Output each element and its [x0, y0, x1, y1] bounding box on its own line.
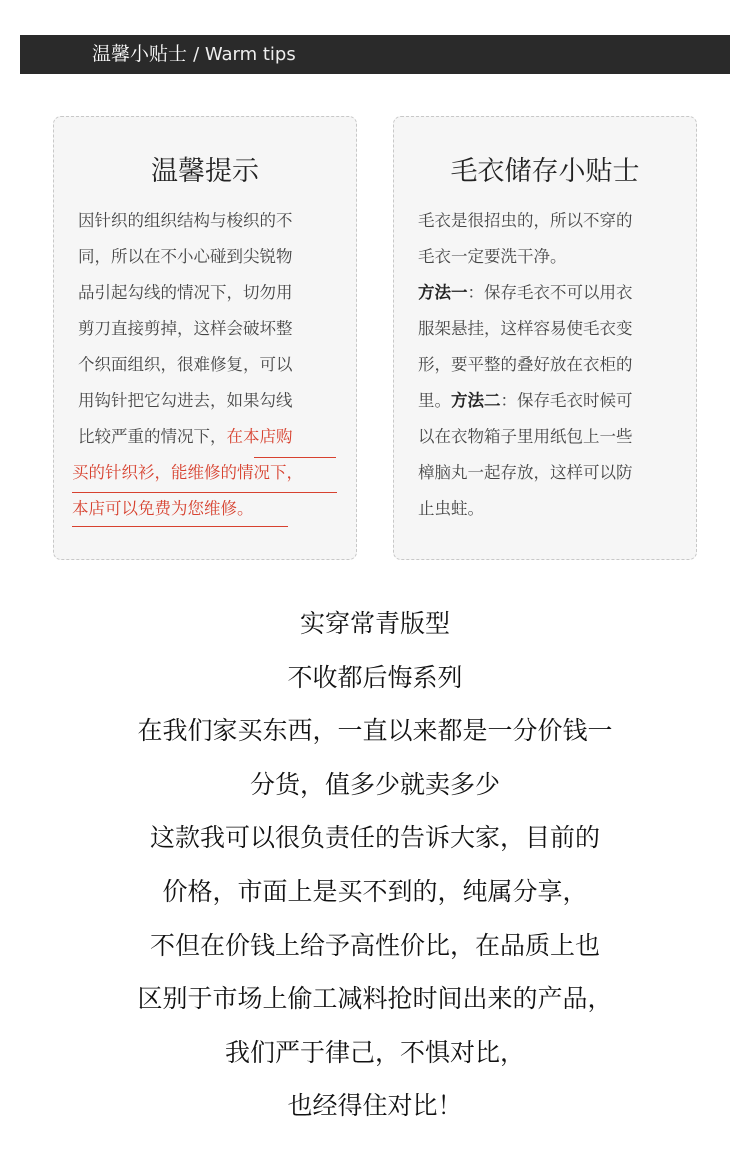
header-title-cn: 温馨小贴士 — [92, 43, 188, 65]
method-two-label: 方法二 — [451, 391, 501, 410]
storage-line: 止虫蛀。 — [418, 499, 484, 518]
slogan-line: 也经得住对比！ — [287, 1091, 463, 1121]
slogan-line: 分货，值多少就卖多少 — [249, 769, 500, 799]
warm-tips-card-body — [72, 203, 340, 527]
method-two-prefix: 里。 — [418, 391, 451, 410]
sweater-storage-card-title: 毛衣储存小贴士 — [450, 156, 640, 187]
sweater-storage-card — [393, 116, 697, 560]
storage-line: 毛衣一定要洗干净。 — [418, 247, 567, 266]
slogan-line: 不收都后悔系列 — [287, 662, 463, 692]
storage-line: 樟脑丸一起存放，这样可以防 — [418, 463, 633, 482]
sweater-storage-card-body — [418, 203, 680, 527]
method-one-text: ：保存毛衣不可以用衣 — [467, 283, 633, 302]
tips-line: 个织面组织，很难修复，可以 — [78, 355, 293, 374]
repair-underline — [72, 492, 337, 493]
tips-line: 品引起勾线的情况下，切勿用 — [78, 283, 293, 302]
repair-notice-line: 买的针织衫，能维修的情况下， — [72, 463, 303, 482]
warm-tips-card-title: 温馨提示 — [151, 156, 259, 187]
tips-line: 同，所以在不小心碰到尖锐物 — [78, 247, 293, 266]
slogan-line: 区别于市场上偷工减料抢时间出来的产品， — [137, 984, 613, 1014]
method-two-text: ：保存毛衣时候可 — [500, 391, 633, 410]
storage-line: 以在衣物箱子里用纸包上一些 — [418, 427, 633, 446]
slogan-line: 这款我可以很负责任的告诉大家，目前的 — [149, 823, 600, 853]
storage-line: 毛衣是很招虫的，所以不穿的 — [418, 211, 633, 230]
slogan-line: 实穿常青版型 — [299, 609, 450, 638]
storage-line: 形，要平整的叠好放在衣柜的 — [418, 355, 633, 374]
tips-line: 因针织的组织结构与梭织的不 — [78, 211, 293, 230]
repair-notice-line: 本店可以免费为您维修。 — [72, 499, 254, 518]
warm-tips-card — [53, 116, 357, 560]
method-one-label: 方法一 — [418, 283, 468, 302]
repair-underline — [72, 526, 288, 527]
tips-line: 剪刀直接剪掉，这样会破坏整 — [78, 319, 293, 338]
repair-underline — [254, 457, 336, 458]
storage-line: 服架悬挂，这样容易使毛衣变 — [418, 319, 633, 338]
slogan-line: 价格，市面上是买不到的，纯属分享， — [162, 876, 588, 906]
product-slogan — [0, 597, 750, 1133]
tips-line: 用钩针把它勾进去，如果勾线 — [78, 391, 293, 410]
slogan-line: 不但在价钱上给予高性价比，在品质上也 — [149, 930, 600, 960]
header-title-en: / Warm tips — [193, 44, 296, 65]
tips-line-normal: 比较严重的情况下， — [78, 427, 227, 446]
storage-line — [418, 275, 680, 311]
slogan-line: 在我们家买东西，一直以来都是一分价钱一 — [137, 716, 613, 746]
repair-notice-start: 在本店购 — [226, 427, 293, 446]
storage-line — [418, 383, 680, 419]
warm-tips-header — [20, 35, 730, 74]
tips-line — [78, 419, 340, 455]
slogan-line: 我们严于律己，不惧对比， — [224, 1037, 525, 1067]
